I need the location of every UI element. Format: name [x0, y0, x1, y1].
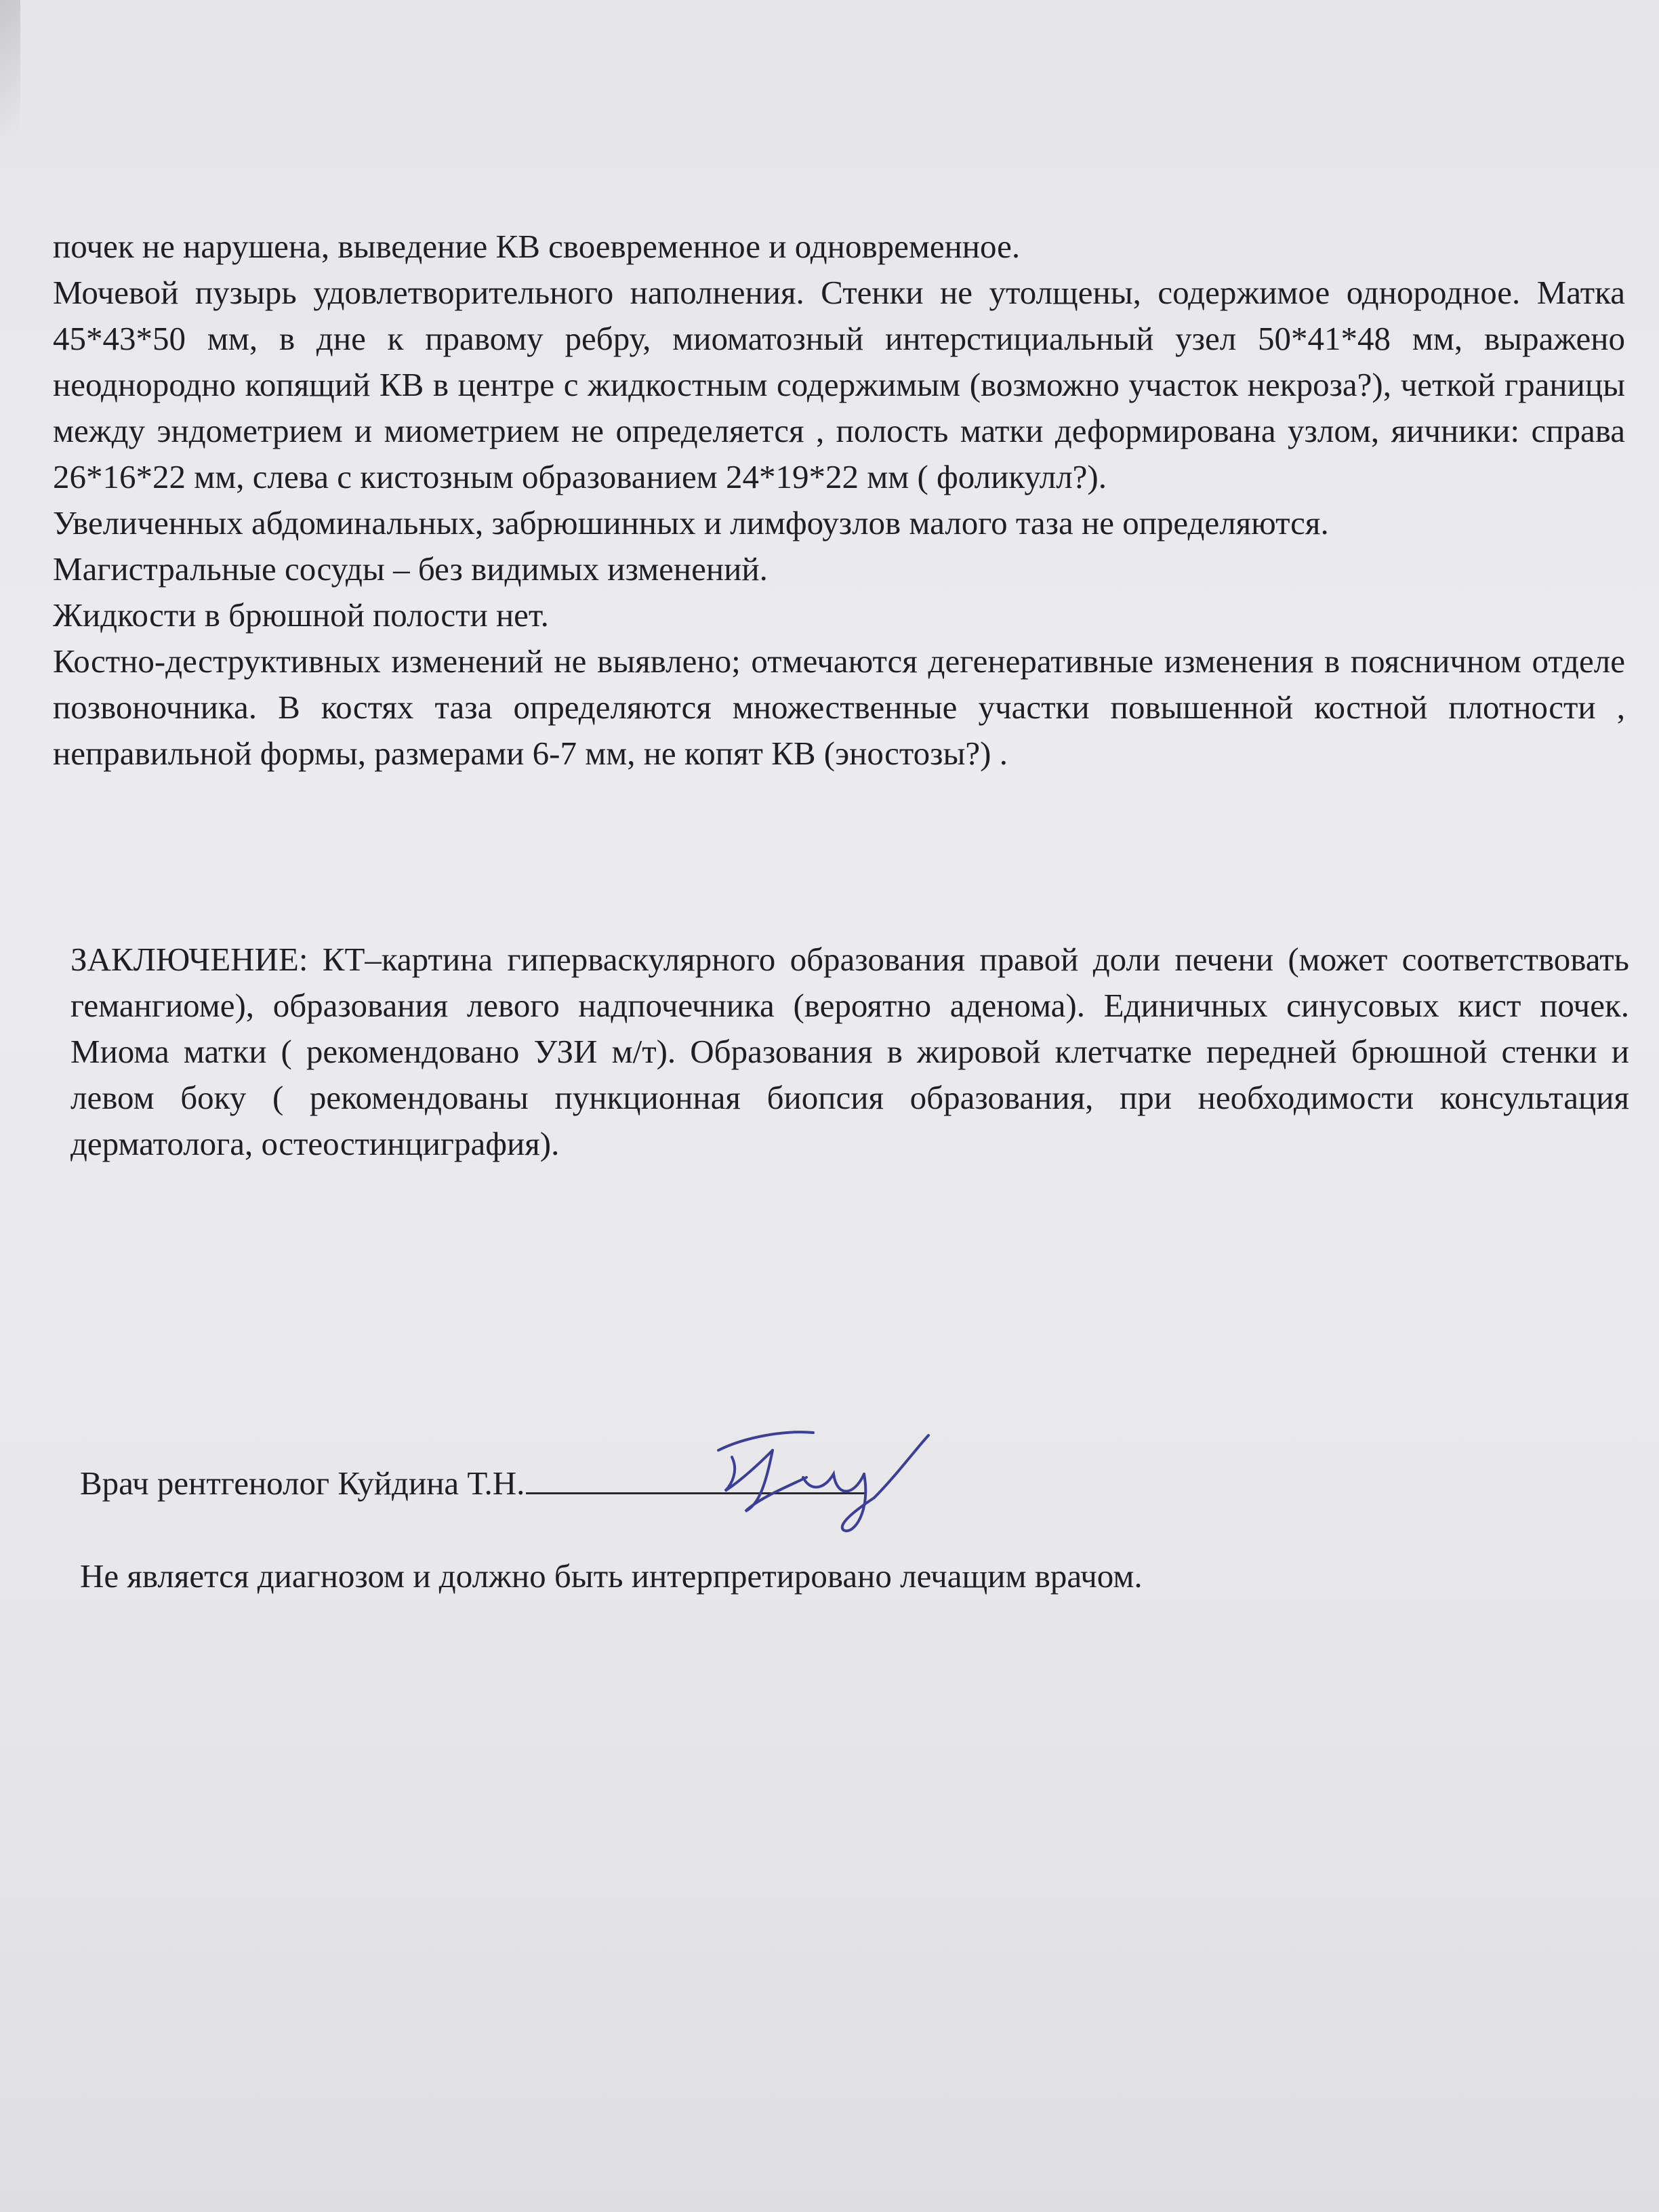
- conclusion-text: ЗАКЛЮЧЕНИЕ: КТ–картина гиперваскулярного образования правой доли печени (может соответствовать гемангиоме), образования левого надпочечника (вероятно аденома). Единичных синусовых кист почек. Миома матки ( рекомендовано УЗИ м/т). Образования в жировой клетчатке передней брюшной стенки и левом боку ( рекомендованы пункционная биопсия образования, при необходимости консультация дерматолога, остеостинциграфия).: [70, 941, 1629, 1162]
- page-corner-shadow: [0, 0, 20, 136]
- report-paragraph: Жидкости в брюшной полости нет.: [53, 596, 549, 634]
- conclusion-section: [70, 937, 1629, 1167]
- report-paragraph: Мочевой пузырь удовлетворительного наполнения. Стенки не утолщены, содержимое однородное. Матка 45*43*50 мм, в дне к правому ребру, миоматозный интерстициальный узел 50*41*48 мм, выражено неоднородно копящий КВ в центре с жидкостным содержимым (возможно участок некроза?), четкой границы между эндометрием и миометрием не определяется , полость матки деформирована узлом, яичники: справа 26*16*22 мм, слева с кистозным образованием 24*19*22 мм ( фоликулл?).: [53, 274, 1625, 495]
- disclaimer-text: Не является диагнозом и должно быть интерпретировано лечащим врачом.: [80, 1557, 1143, 1595]
- report-paragraph: Увеличенных абдоминальных, забрюшинных и лимфоузлов малого таза не определяются.: [53, 504, 1329, 541]
- report-paragraph: Магистральные сосуды – без видимых изменений.: [53, 550, 768, 588]
- physician-name: Врач рентгенолог Куйдина Т.Н.: [80, 1465, 525, 1502]
- report-paragraph: Костно-деструктивных изменений не выявлено; отмечаются дегенеративные изменения в поясничном отделе позвоночника. В костях таза определяются множественные участки повышенной костной плотности , неправильной формы, размерами 6-7 мм, не копят КВ (эностозы?) .: [53, 642, 1625, 772]
- report-paragraph: почек не нарушена, выведение КВ своевременное и одновременное.: [53, 228, 1021, 265]
- handwritten-signature: [691, 1410, 962, 1545]
- report-body: [53, 224, 1625, 777]
